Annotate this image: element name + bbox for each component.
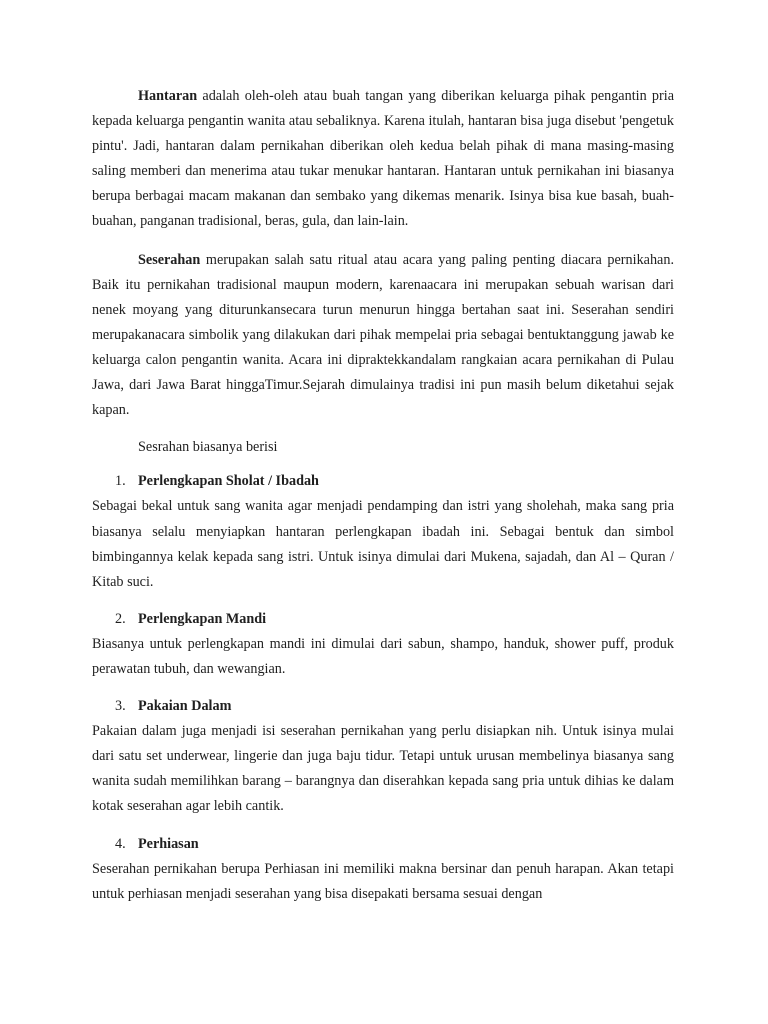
list-item-title: Perlengkapan Sholat / Ibadah (138, 473, 319, 490)
paragraph-hantaran (92, 84, 674, 235)
list-item-body: Seserahan pernikahan berupa Perhiasan ini memiliki makna bersinar dan penuh harapan. Akan tetapi untuk perhiasan menjadi seserahan yang bisa disepakati bersama sesuai dengan (92, 860, 674, 902)
list-item-number: 3. (115, 698, 126, 715)
term-seserahan: Seserahan (138, 251, 201, 268)
term-hantaran: Hantaran (138, 88, 198, 104)
paragraph-seserahan (92, 248, 674, 424)
document-page (92, 84, 674, 907)
list-item-body: Pakaian dalam juga menjadi isi seserahan pernikahan yang perlu disiapkan nih. Untuk isinya mulai dari satu set underwear, lingerie dan juga baju tidur. Tetapi untuk urusan membelinya biasanya sang wanita sudah memilihkan barang – barangnya dan diserahkan kepada sang pria untuk dihias ke dalam kotak seserahan agar lebih cantik. (92, 723, 674, 815)
list-item-title: Perhiasan (138, 835, 199, 852)
list-item-body: Sebagai bekal untuk sang wanita agar menjadi pendamping dan istri yang sholehah, maka sang pria biasanya selalu menyiapkan hantaran perlengkapan ibadah ini. Sebagai bentuk dan simbol bimbingannya kelak kepada sang istri. Untuk isinya dimulai dari Mukena, sajadah, dan Al – Quran / Kitab suci. (92, 498, 674, 590)
list-intro: Sesrahan biasanya berisi (138, 439, 278, 456)
list-item-number: 2. (115, 610, 126, 627)
list-item-number: 1. (115, 473, 126, 490)
list-item-heading (92, 694, 674, 719)
list-item-title: Pakaian Dalam (138, 698, 232, 715)
list-item-number: 4. (115, 835, 126, 852)
list-item-heading (92, 832, 674, 857)
list-item-heading (92, 607, 674, 632)
paragraph-seserahan-text: merupakan salah satu ritual atau acara yang paling penting diacara pernikahan. Baik itu pernikahan tradisional maupun modern, karenaacara ini merupakan sebuah warisan dari nenek moyang yang diturunkansecara turun menurun hingga bertahan saat ini. Seserahan sendiri merupakanacara simbolik yang dilakukan dari pihak mempelai pria sebagai bentuktanggung jawab ke keluarga calon pengantin wanita. Acara ini dipraktekkandalam rangkaian acara pernikahan di Pulau Jawa, dari Jawa Barat hinggaTimur.Sejarah dimulainya tradisi ini pun masih belum diketahui sejak kapan. (92, 251, 674, 419)
list-item-body: Biasanya untuk perlengkapan mandi ini dimulai dari sabun, shampo, handuk, shower puff, produk perawatan tubuh, dan wewangian. (92, 635, 674, 677)
paragraph-hantaran-text: adalah oleh-oleh atau buah tangan yang diberikan keluarga pihak pengantin pria kepada keluarga pengantin wanita atau sebaliknya. Karena itulah, hantaran bisa juga disebut 'pengetuk pintu'. Jadi, hantaran dalam pernikahan diberikan oleh kedua belah pihak di mana masing-masing saling memberi dan menerima atau tukar menukar hantaran. Hantaran untuk pernikahan ini biasanya berupa berbagai macam makanan dan sembako yang dikemas menarik. Isinya bisa kue basah, buah-buahan, panganan tradisional, beras, gula, dan lain-lain. (92, 88, 674, 230)
list-item-title: Perlengkapan Mandi (138, 610, 267, 627)
list-item-heading (92, 469, 674, 494)
